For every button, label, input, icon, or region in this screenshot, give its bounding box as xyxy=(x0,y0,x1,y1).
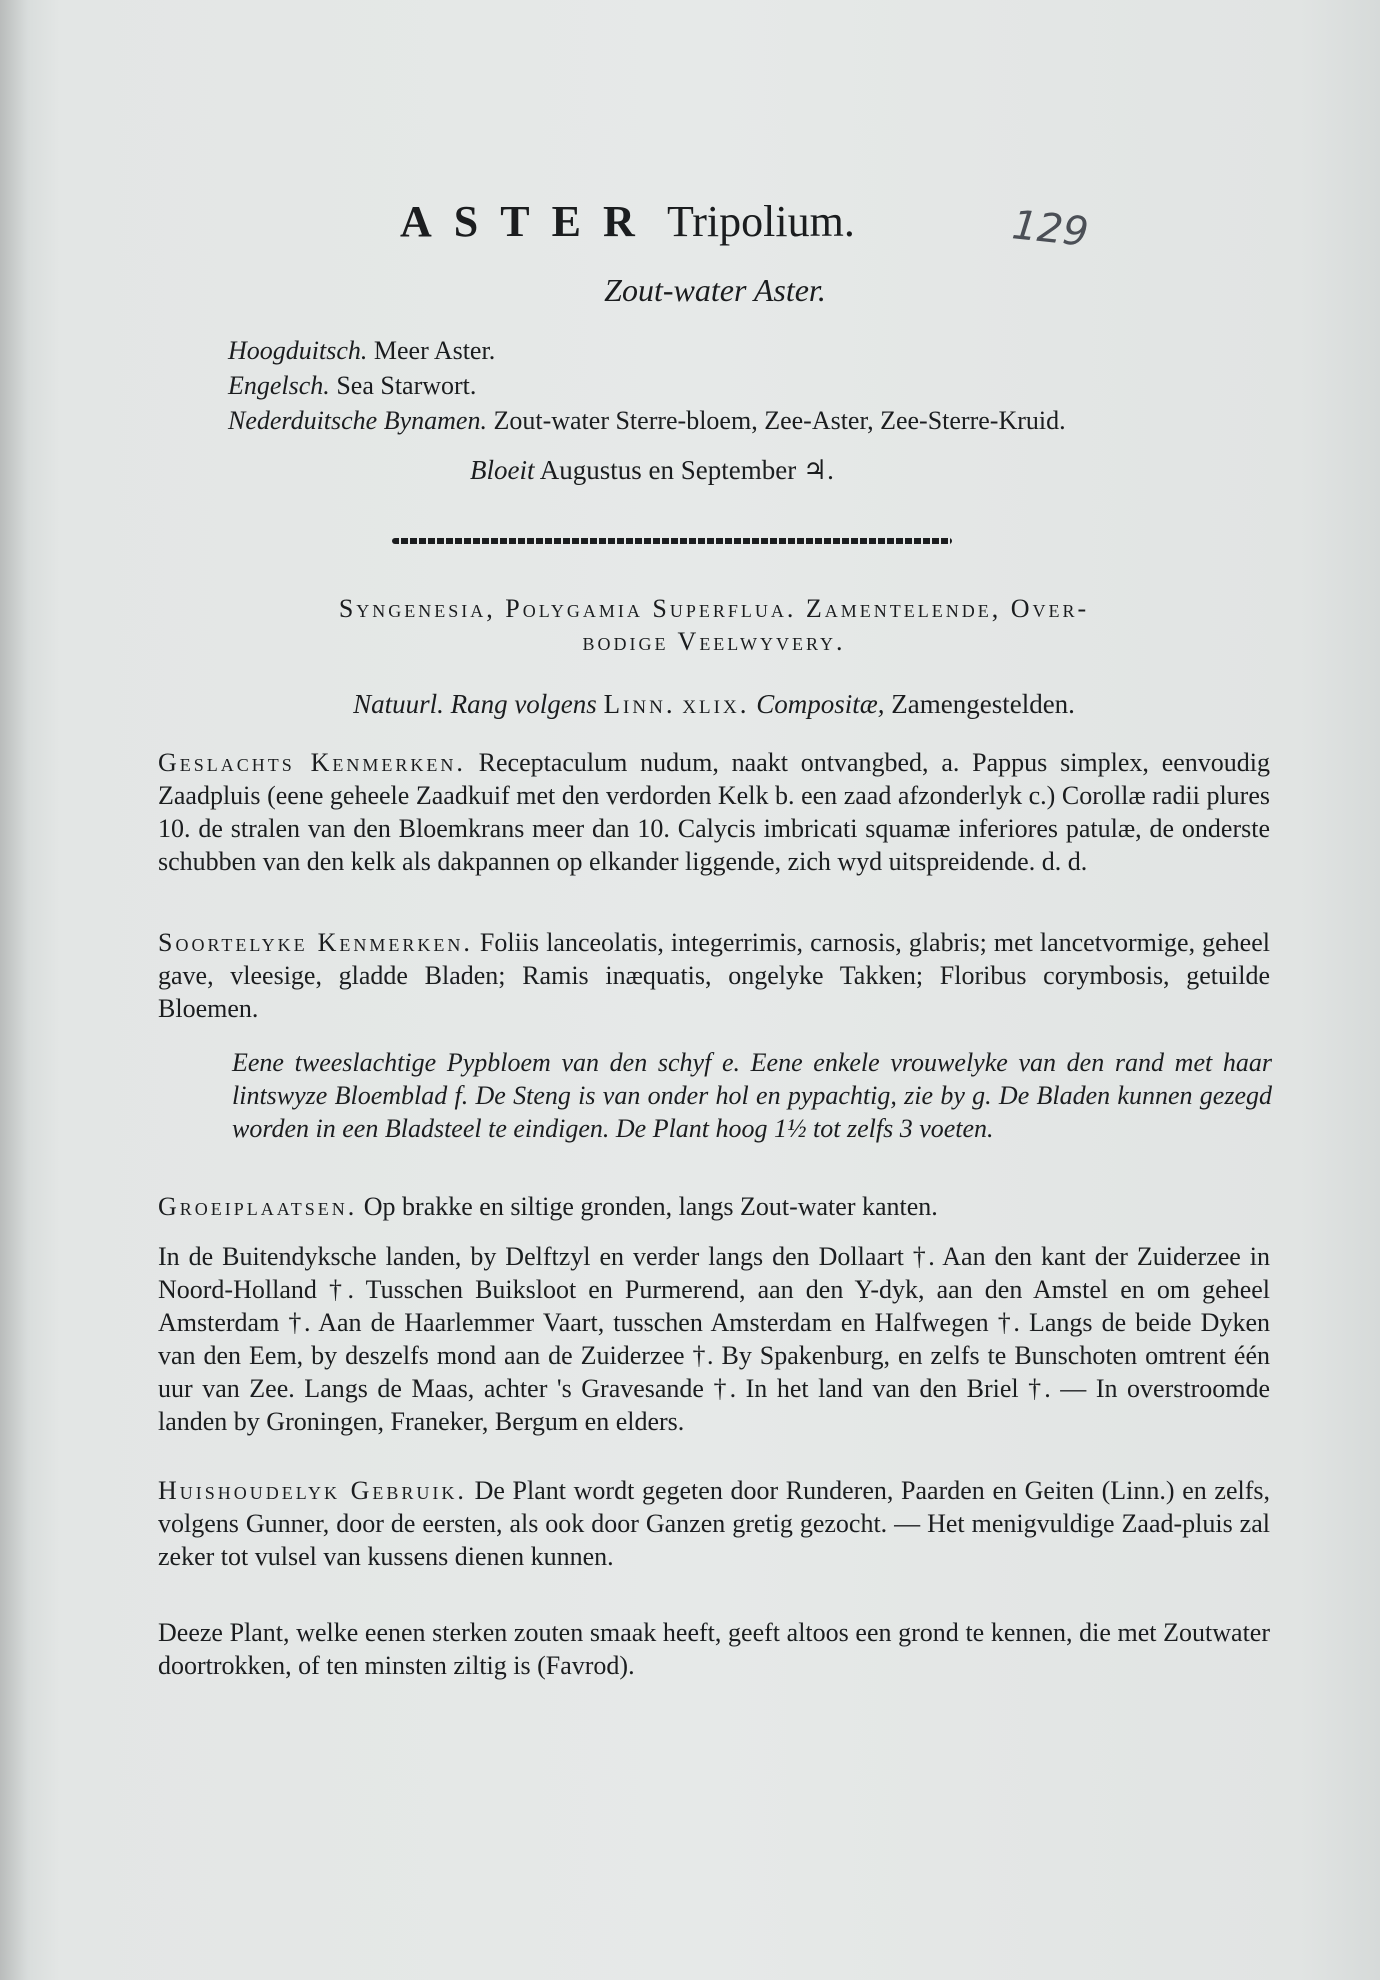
name-line-dutch: Nederduitsche Bynamen. Zout-water Sterre-bloem, Zee-Aster, Zee-Sterre-Kruid. xyxy=(228,406,1066,435)
vernacular-names xyxy=(228,333,1066,438)
handwritten-page-number: 129 xyxy=(1009,202,1091,256)
species-name: Tripolium. xyxy=(666,197,855,246)
section-label: Soortelyke Kenmerken. xyxy=(158,928,473,957)
flowering-time: Bloeit Augustus en September ♃. xyxy=(470,455,834,485)
section-geslachts xyxy=(158,746,1270,878)
section-groeiplaatsen xyxy=(158,1190,1270,1223)
description-note: Eene tweeslachtige Pypbloem van den schyf e. Eene enkele vrouwelyke van den rand met haar lintswyze Bloemblad f. De Steng is van onder hol en pypachtig, zie by g. De Bladen kunnen gezegd worden in een Bladsteel te eindigen. De Plant hoog 1½ tot zelfs 3 voeten. xyxy=(232,1048,1272,1143)
section-label: Groeiplaatsen. xyxy=(158,1192,358,1221)
classification xyxy=(158,592,1270,658)
section-label: Geslachts Kenmerken. xyxy=(158,748,466,777)
natural-rank: Natuurl. Rang volgens Linn. xlix. Compositæ, Zamengestelden. xyxy=(353,689,1075,719)
ornamental-rule xyxy=(392,538,952,544)
section-soortelyke xyxy=(158,926,1270,1025)
classification-line-1: Syngenesia, Polygamia Superflua. Zamentelende, Over- xyxy=(338,594,1090,623)
section-locaties: In de Buitendyksche landen, by Delftzyl en verder langs den Dollaart †. Aan den kant der Zuiderzee in Noord-Holland †. Tusschen Buiksloot en Purmerend, aan den Y-dyk, aan den Amstel en om geheel Amsterdam †. Aan de Haarlemmer Vaart, tusschen Amsterdam en Halfwegen †. Langs de beide Dyken van den Eem, by deszelfs mond aan de Zuiderzee †. By Spakenburg, en zelfs te Bunschoten omtrent één uur van Zee. Langs de Maas, achter 's Gravesande †. In het land van den Briel †. — In overstroomde landen by Groningen, Franeker, Bergum en elders. xyxy=(158,1242,1270,1436)
section-huishoudelyk xyxy=(158,1474,1270,1573)
section-text: Foliis lanceolatis, integerrimis, carnosis, glabris; met lancetvormige, geheel gave, vleesige, gladde Bladen; Ramis inæquatis, ongelyke Takken; Floribus corymbosis, getuilde Bloemen. xyxy=(158,928,1270,1023)
page-title xyxy=(400,196,855,247)
name-line-english: Engelsch. Sea Starwort. xyxy=(228,371,477,400)
section-slot: Deeze Plant, welke eenen sterken zouten smaak heeft, geeft altoos een grond te kennen, die met Zoutwater doortrokken, of ten minsten ziltig is (Favrod). xyxy=(158,1618,1270,1680)
section-text: De Plant wordt gegeten door Runderen, Paarden en Geiten (Linn.) en zelfs, volgens Gunner, door de eersten, als ook door Ganzen gretig gezocht. — Het menigvuldige Zaad-pluis zal zeker tot vulsel van kussens dienen kunnen. xyxy=(158,1476,1270,1571)
section-label: Huishoudelyk Gebruik. xyxy=(158,1476,467,1505)
section-text: Op brakke en siltige gronden, langs Zout-water kanten. xyxy=(357,1192,938,1221)
genus-name: ASTER xyxy=(400,197,657,246)
section-text: Receptaculum nudum, naakt ontvangbed, a. Pappus simplex, eenvoudig Zaadpluis (eene geheele Zaadkuif met den verdorden Kelk b. een zaad afzonderlyk c.) Corollæ radii plures 10. de stralen van den Bloemkrans meer dan 10. Calycis imbricati squamæ inferiores patulæ, de onderste schubben van den kelk als dakpannen op elkander liggende, zich wyd uitspreidende. d. d. xyxy=(158,748,1270,876)
dutch-common-name: Zout-water Aster. xyxy=(604,272,826,308)
classification-line-2: bodige Veelwyvery. xyxy=(582,627,846,656)
name-line-german: Hoogduitsch. Meer Aster. xyxy=(228,336,496,365)
